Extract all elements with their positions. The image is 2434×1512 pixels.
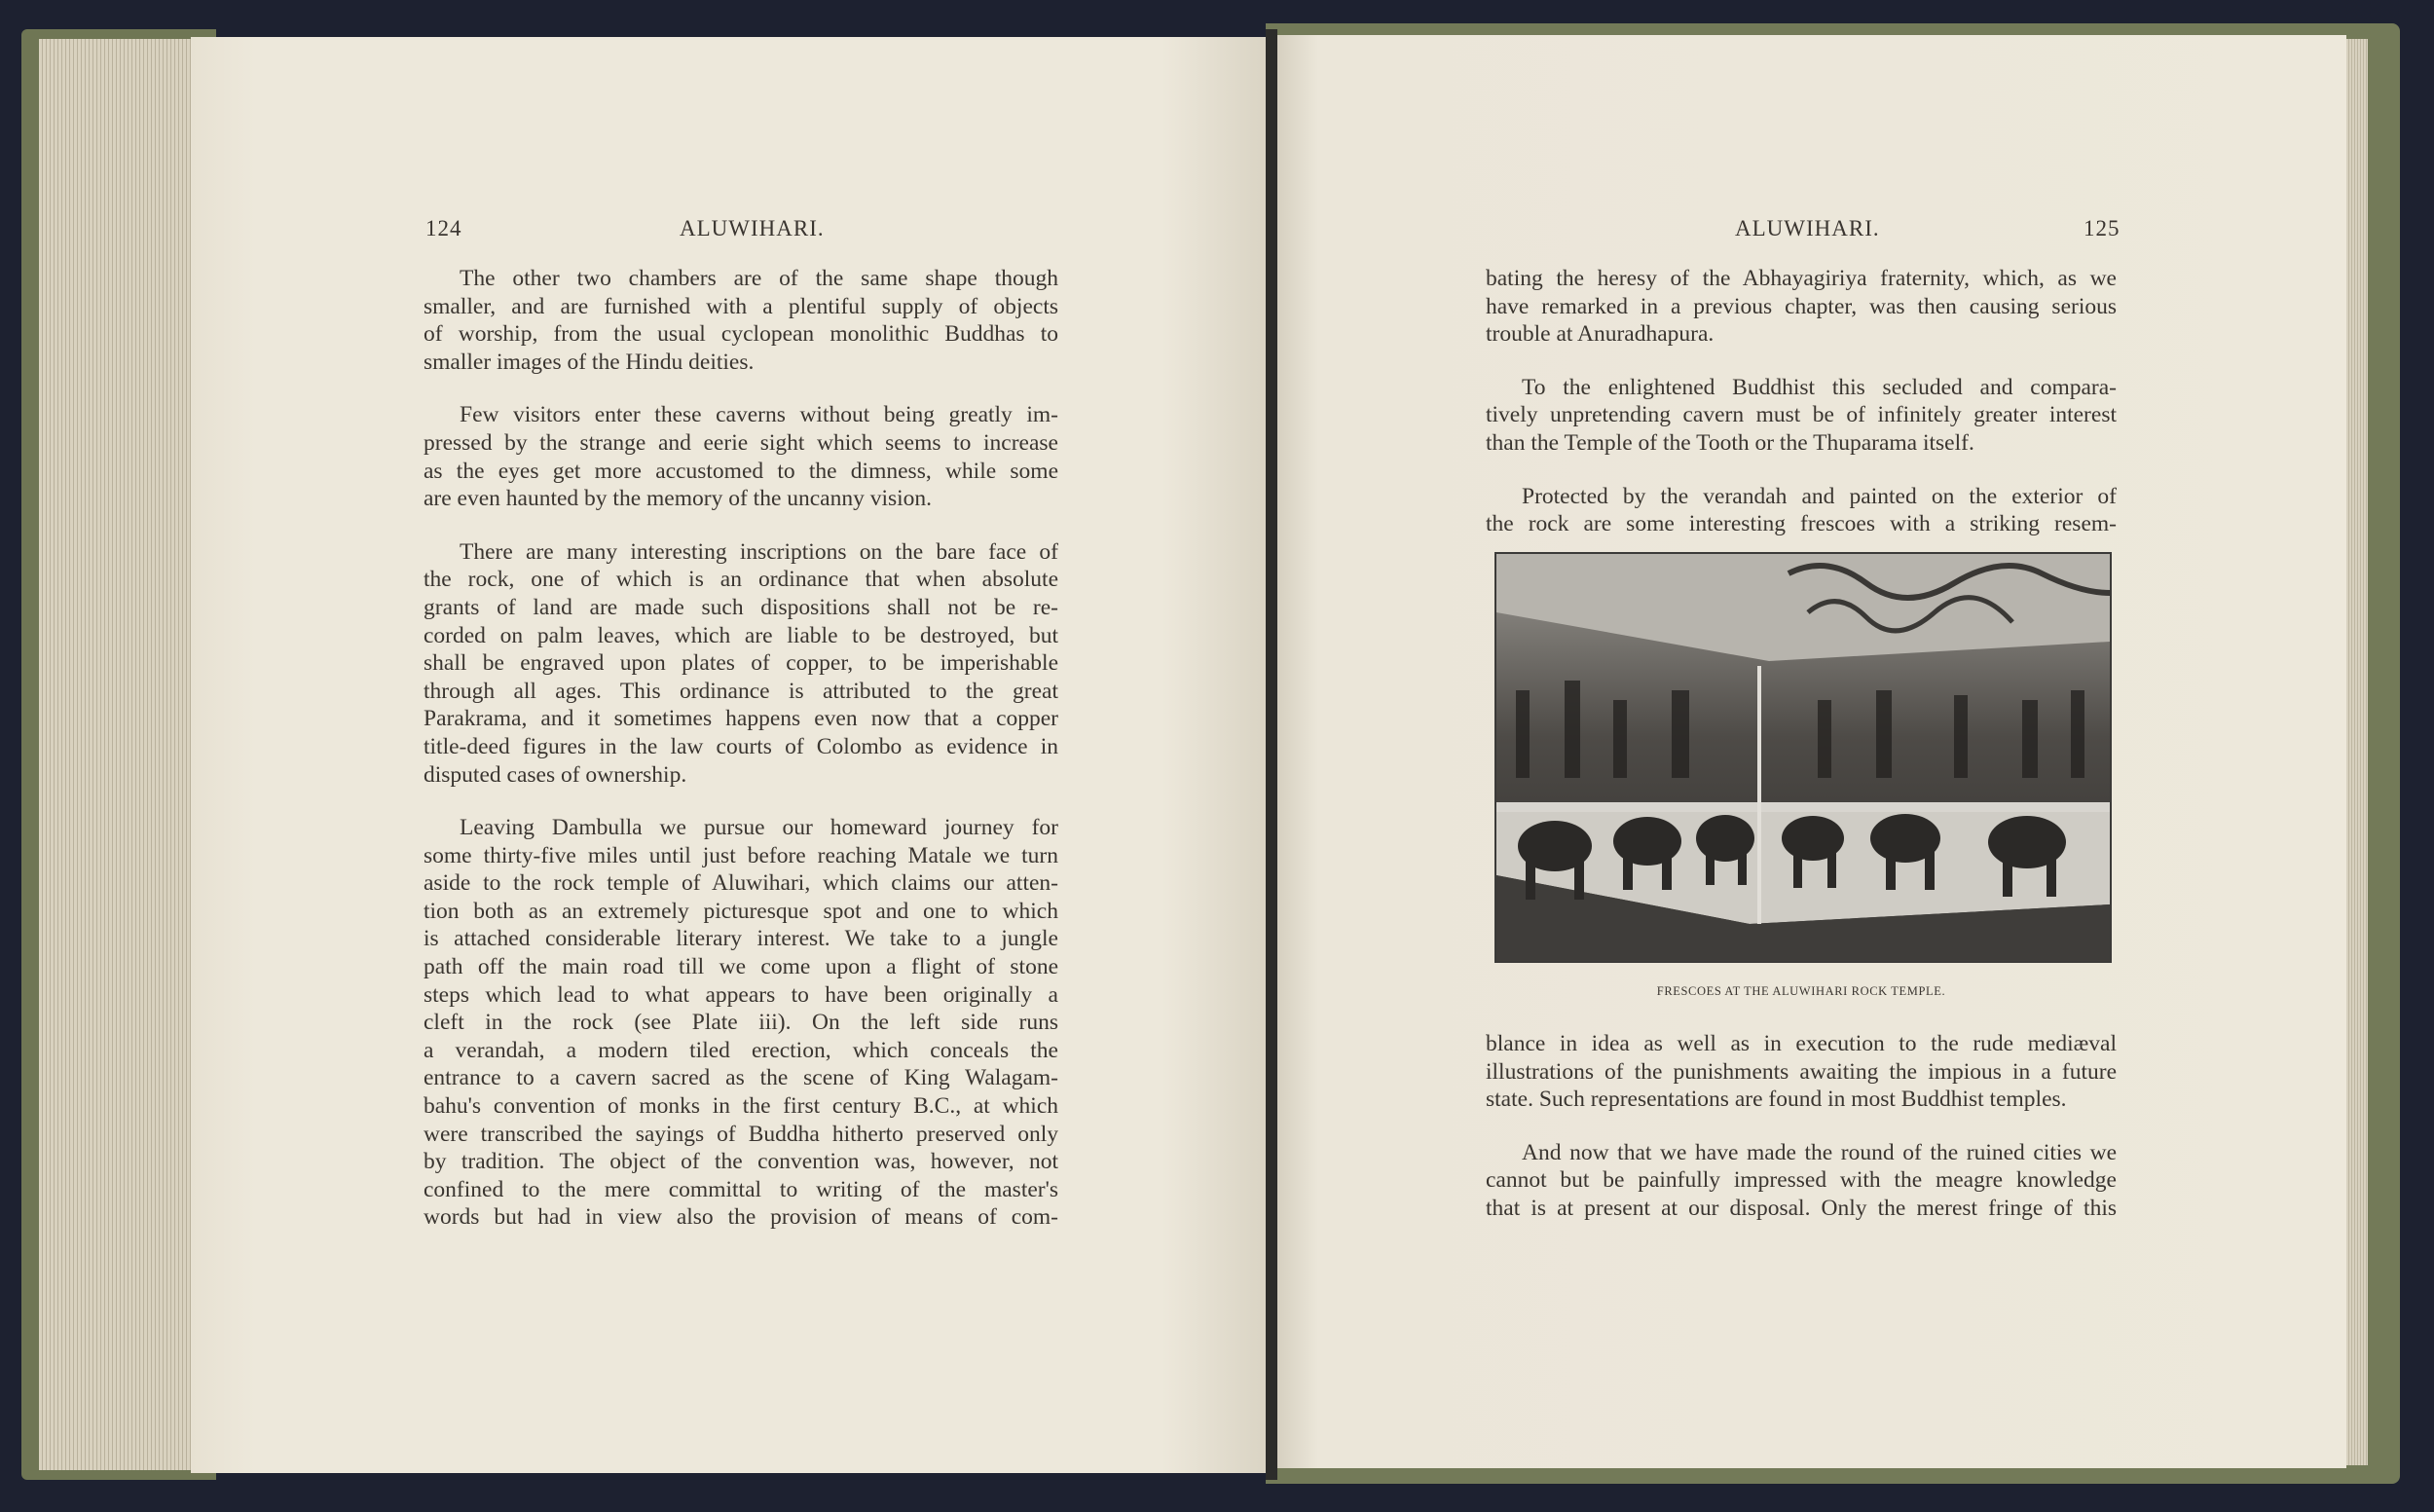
paragraph <box>1486 265 2117 349</box>
text-line: are even haunted by the memory of the uncanny vision. <box>424 486 933 512</box>
text-line: title-deed figures in the law courts of Colombo as evidence in <box>424 733 1058 759</box>
text-line: through all ages. This ordinance is attributed to the great <box>424 678 1058 704</box>
text-line: than the Temple of the Tooth or the Thuparama itself. <box>1486 429 1974 456</box>
text-line: smaller, and are furnished with a plentiful supply of objects <box>424 293 1058 319</box>
text-line: path off the main road till we come upon a flight of stone <box>424 954 1058 980</box>
running-head-right: ALUWIHARI. <box>1735 216 1880 240</box>
text-line: trouble at Anuradhapura. <box>1486 321 1715 348</box>
text-line: And now that we have made the round of the ruined cities we <box>1522 1139 2117 1165</box>
text-line: smaller images of the Hindu deities. <box>424 349 755 375</box>
text-line: the rock are some interesting frescoes with a striking resem- <box>1486 511 2117 537</box>
text-line: that is at present at our disposal. Only the merest fringe of this <box>1486 1195 2117 1221</box>
text-line: shall be engraved upon plates of copper, to be imperishable <box>424 650 1058 677</box>
text-line: entrance to a cavern sacred as the scene of King Walagam- <box>424 1065 1058 1091</box>
paragraph <box>1486 483 2117 538</box>
text-line: disputed cases of ownership. <box>424 761 687 788</box>
text-line: There are many interesting inscriptions on the bare face of <box>460 538 1058 565</box>
text-line: grants of land are made such dispositions shall not be re- <box>424 594 1058 620</box>
text-line: of worship, from the usual cyclopean monolithic Buddhas to <box>424 321 1058 348</box>
page-stack-edge <box>39 39 195 1470</box>
paragraph <box>1486 1030 2117 1114</box>
text-line: is attached considerable literary interest. We take to a jungle <box>424 926 1058 952</box>
paragraph <box>1486 374 2117 458</box>
text-line: pressed by the strange and eerie sight which seems to increase <box>424 429 1058 456</box>
text-line: corded on palm leaves, which are liable to be destroyed, but <box>424 622 1058 648</box>
text-line: Parakrama, and it sometimes happens even now that a copper <box>424 706 1058 732</box>
right-body-text-bottom <box>1486 1030 2117 1248</box>
fresco-plate-image <box>1494 552 2112 963</box>
text-line: some thirty-five miles until just before reaching Matale we turn <box>424 842 1058 868</box>
paragraph <box>424 538 1058 789</box>
text-line: cleft in the rock (see Plate iii). On the left side runs <box>424 1010 1058 1036</box>
plate-caption: FRESCOES AT THE ALUWIHARI ROCK TEMPLE. <box>1656 984 1946 998</box>
book-gutter <box>1266 29 1277 1480</box>
page-edge-right <box>2346 39 2368 1465</box>
text-line: a verandah, a modern tiled erection, which conceals the <box>424 1037 1058 1063</box>
text-line: bating the heresy of the Abhayagiriya fraternity, which, as we <box>1486 266 2117 291</box>
text-line: the rock, one of which is an ordinance that when absolute <box>424 567 1058 593</box>
text-line: Leaving Dambulla we pursue our homeward journey for <box>460 815 1058 841</box>
text-line: steps which lead to what appears to have been originally a <box>424 981 1058 1008</box>
paragraph <box>424 265 1058 376</box>
text-line: Few visitors enter these caverns without being greatly im- <box>460 402 1058 428</box>
text-line: confined to the mere committal to writing of the master's <box>424 1176 1058 1202</box>
text-line: have remarked in a previous chapter, was then causing serious <box>1486 293 2117 319</box>
right-body-text-top <box>1486 265 2117 564</box>
text-line: state. Such representations are found in most Buddhist temples. <box>1486 1087 2067 1113</box>
text-line: tively unpretending cavern must be of infinitely greater interest <box>1486 402 2117 428</box>
text-line: tion both as an extremely picturesque spot and one to which <box>424 898 1058 924</box>
text-line: aside to the rock temple of Aluwihari, which claims our atten- <box>424 870 1058 897</box>
text-line: as the eyes get more accustomed to the dimness, while some <box>424 458 1058 484</box>
text-line: To the enlightened Buddhist this secluded and compara- <box>1522 374 2117 400</box>
running-head-left: ALUWIHARI. <box>680 216 825 240</box>
paragraph <box>424 814 1058 1232</box>
text-line: The other two chambers are of the same shape though <box>460 266 1058 291</box>
left-body-text <box>424 265 1058 1257</box>
paragraph <box>1486 1139 2117 1223</box>
text-line: bahu's convention of monks in the first century B.C., at which <box>424 1093 1058 1120</box>
text-line: blance in idea as well as in execution to the rude mediæval <box>1486 1031 2117 1056</box>
text-line: illustrations of the punishments awaiting the impious in a future <box>1486 1058 2117 1085</box>
page-number-right: 125 <box>2084 216 2121 240</box>
page-number-left: 124 <box>425 216 462 240</box>
text-line: words but had in view also the provision of means of com- <box>424 1204 1058 1231</box>
text-line: Protected by the verandah and painted on the exterior of <box>1522 483 2117 509</box>
text-line: were transcribed the sayings of Buddha hitherto preserved only <box>424 1121 1058 1147</box>
paragraph <box>424 401 1058 512</box>
text-line: by tradition. The object of the convention was, however, not <box>424 1149 1058 1175</box>
text-line: cannot but be painfully impressed with the meagre knowledge <box>1486 1167 2117 1194</box>
